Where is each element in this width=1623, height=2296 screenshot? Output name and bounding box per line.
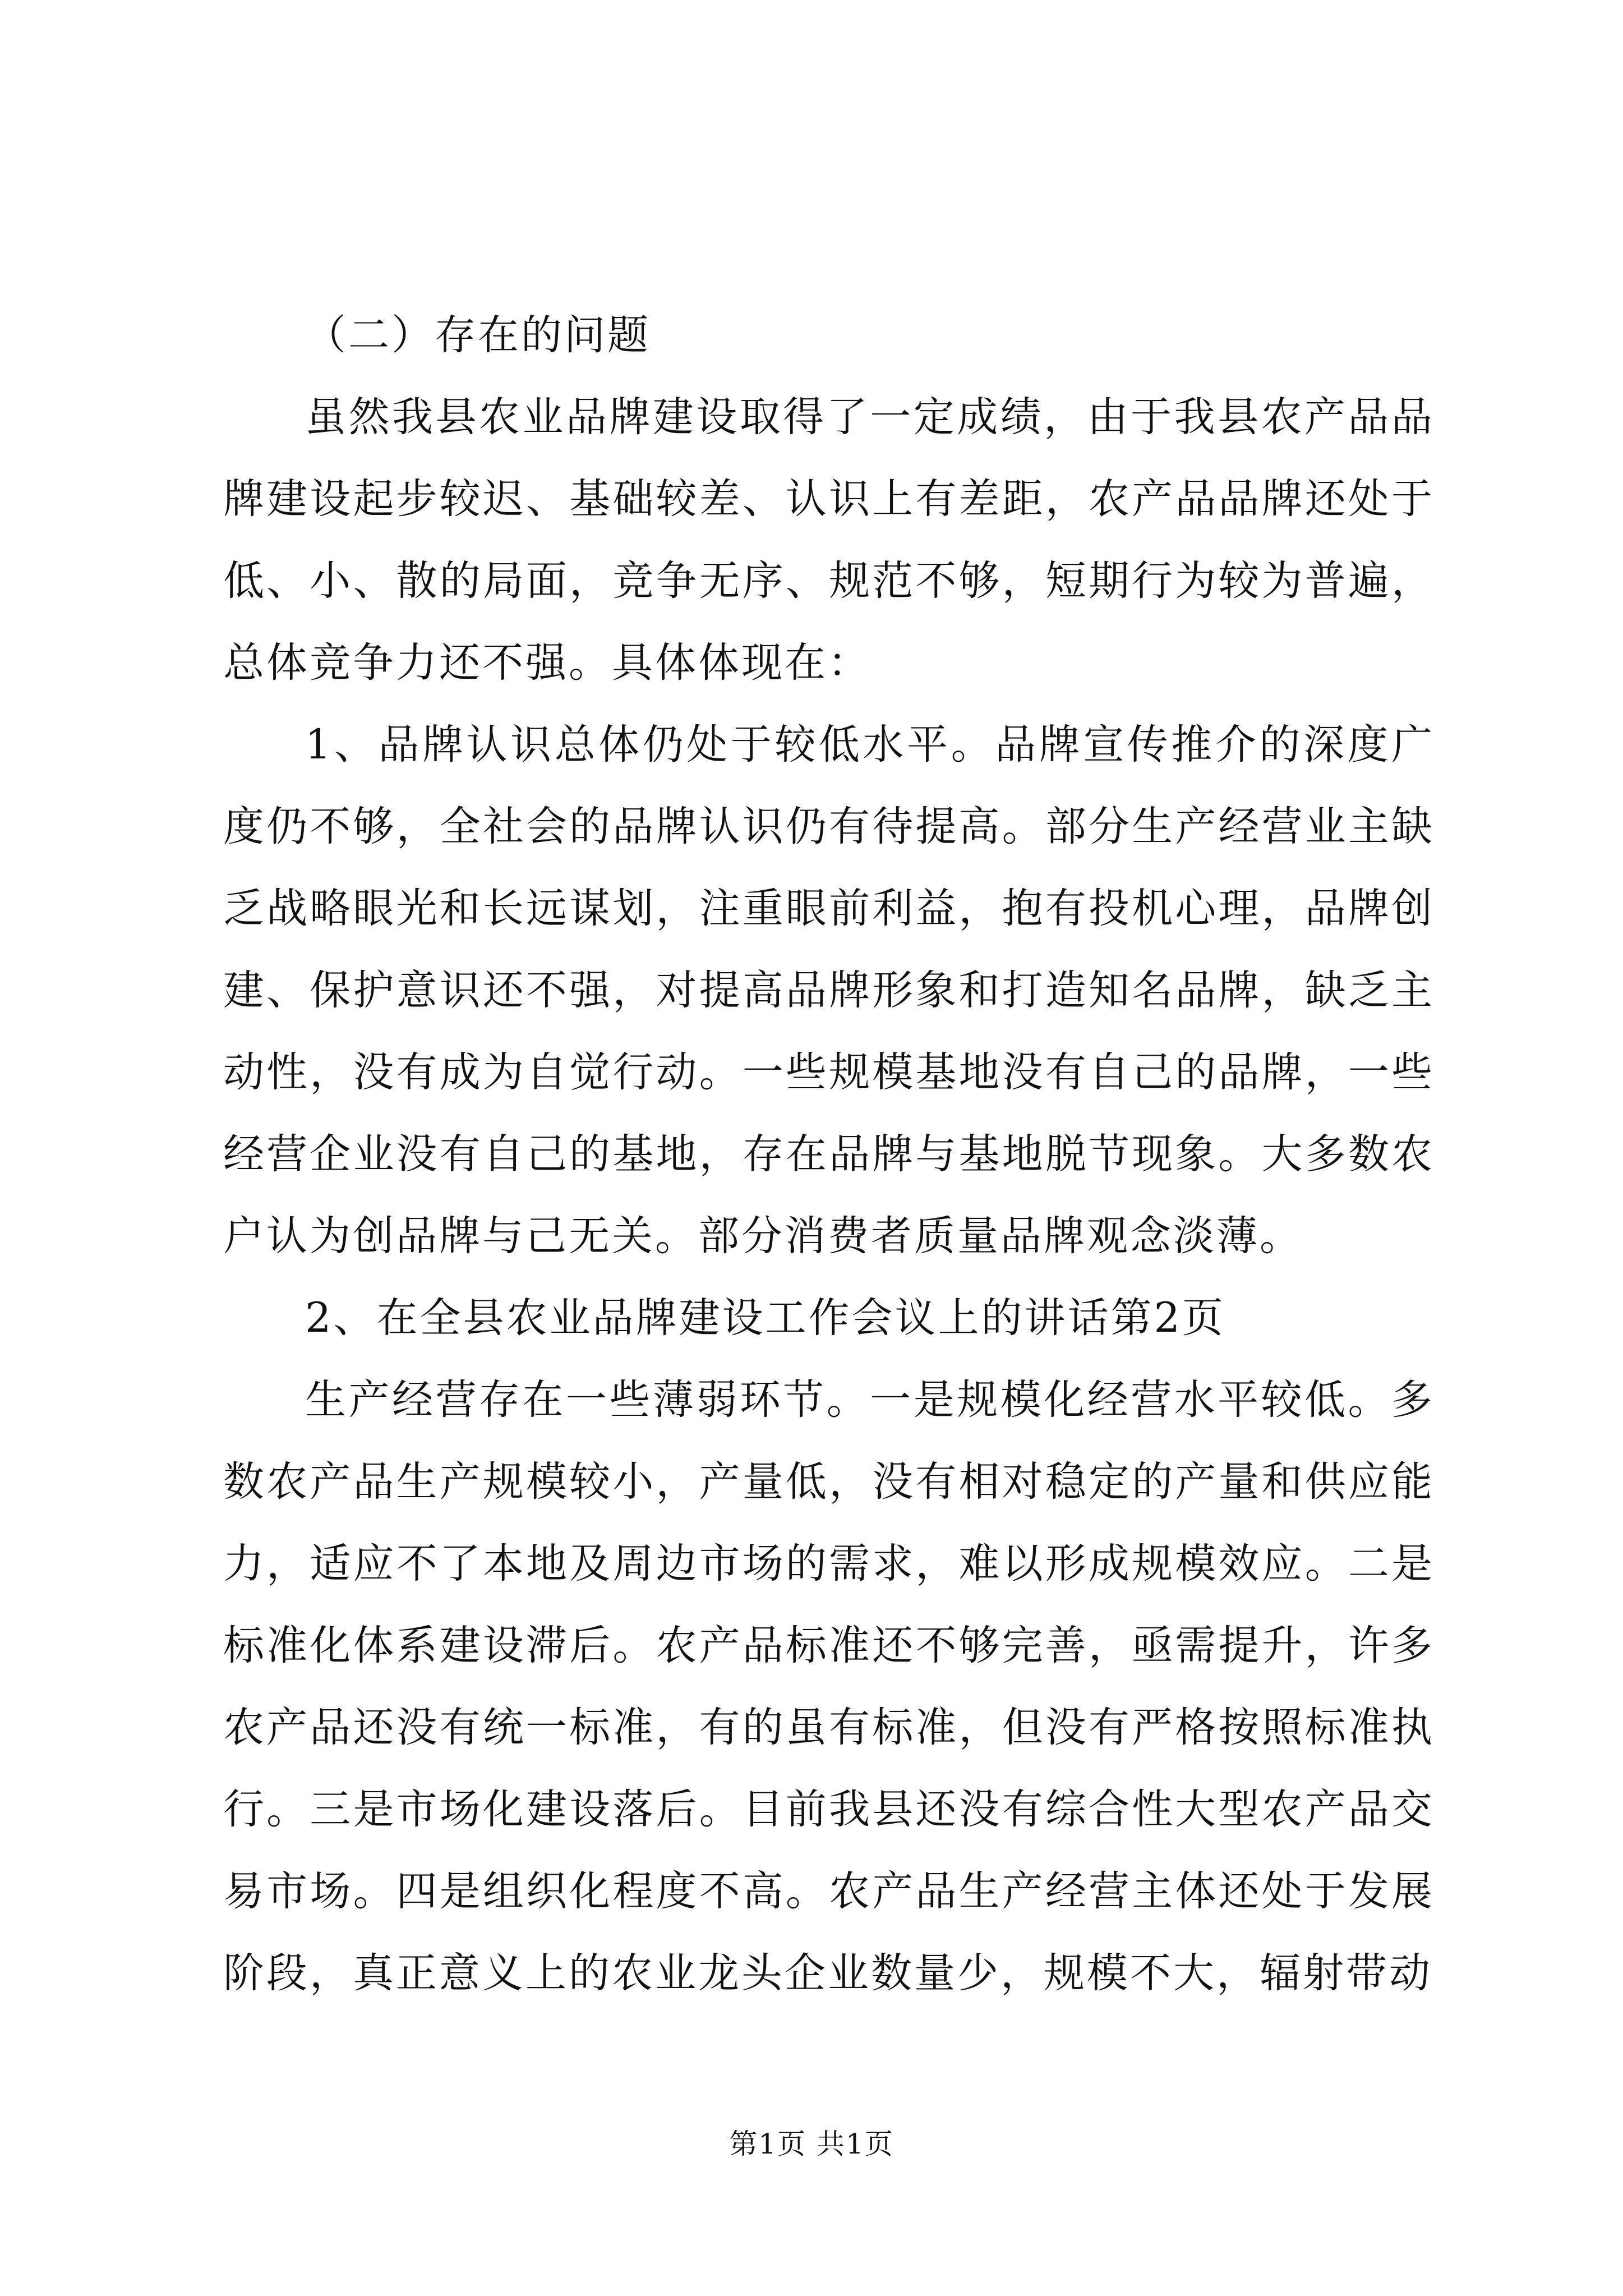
document-body (223, 295, 1435, 2014)
paragraph-brand-awareness: 1、品牌认识总体仍处于较低水平。品牌宣传推介的深度广度仍不够，全社会的品牌认识仍有待提高。部分生产经营业主缺乏战略眼光和长远谋划，注重眼前利益，抱有投机心理，品牌创建、保护意识还不强，对提高品牌形象和打造知名品牌，缺乏主动性，没有成为自觉行动。一些规模基地没有自己的品牌，一些经营企业没有自己的基地，存在品牌与基地脱节现象。大多数农户认为创品牌与己无关。部分消费者质量品牌观念淡薄。 (223, 721, 1435, 1260)
paragraph-intro: 虽然我县农业品牌建设取得了一定成绩，由于我县农产品品牌建设起步较迟、基础较差、认识上有差距，农产品品牌还处于低、小、散的局面，竞争无序、规范不够，短期行为较为普遍，总体竞争力还不强。具体体现在： (223, 393, 1435, 687)
paragraph-production-weakness: 生产经营存在一些薄弱环节。一是规模化经营水平较低。多数农产品生产规模较小，产量低，没有相对稳定的产量和供应能力，适应不了本地及周边市场的需求，难以形成规模效应。二是标准化体系建设滞后。农产品标准还不够完善，亟需提升，许多农产品还没有统一标准，有的虽有标准，但没有严格按照标准执行。三是市场化建设落后。目前我县还没有综合性大型农产品交易市场。四是组织化程度不高。农产品生产经营主体还处于发展阶段，真正意义上的农业龙头企业数量少，规模不大，辐射带动 (223, 1376, 1435, 1997)
page-footer: 第1页 共1页 (729, 2128, 894, 2160)
section-heading: （二）存在的问题 (305, 311, 651, 359)
paragraph-page-title-line: 2、在全县农业品牌建设工作会议上的讲话第2页 (305, 1294, 1225, 1342)
